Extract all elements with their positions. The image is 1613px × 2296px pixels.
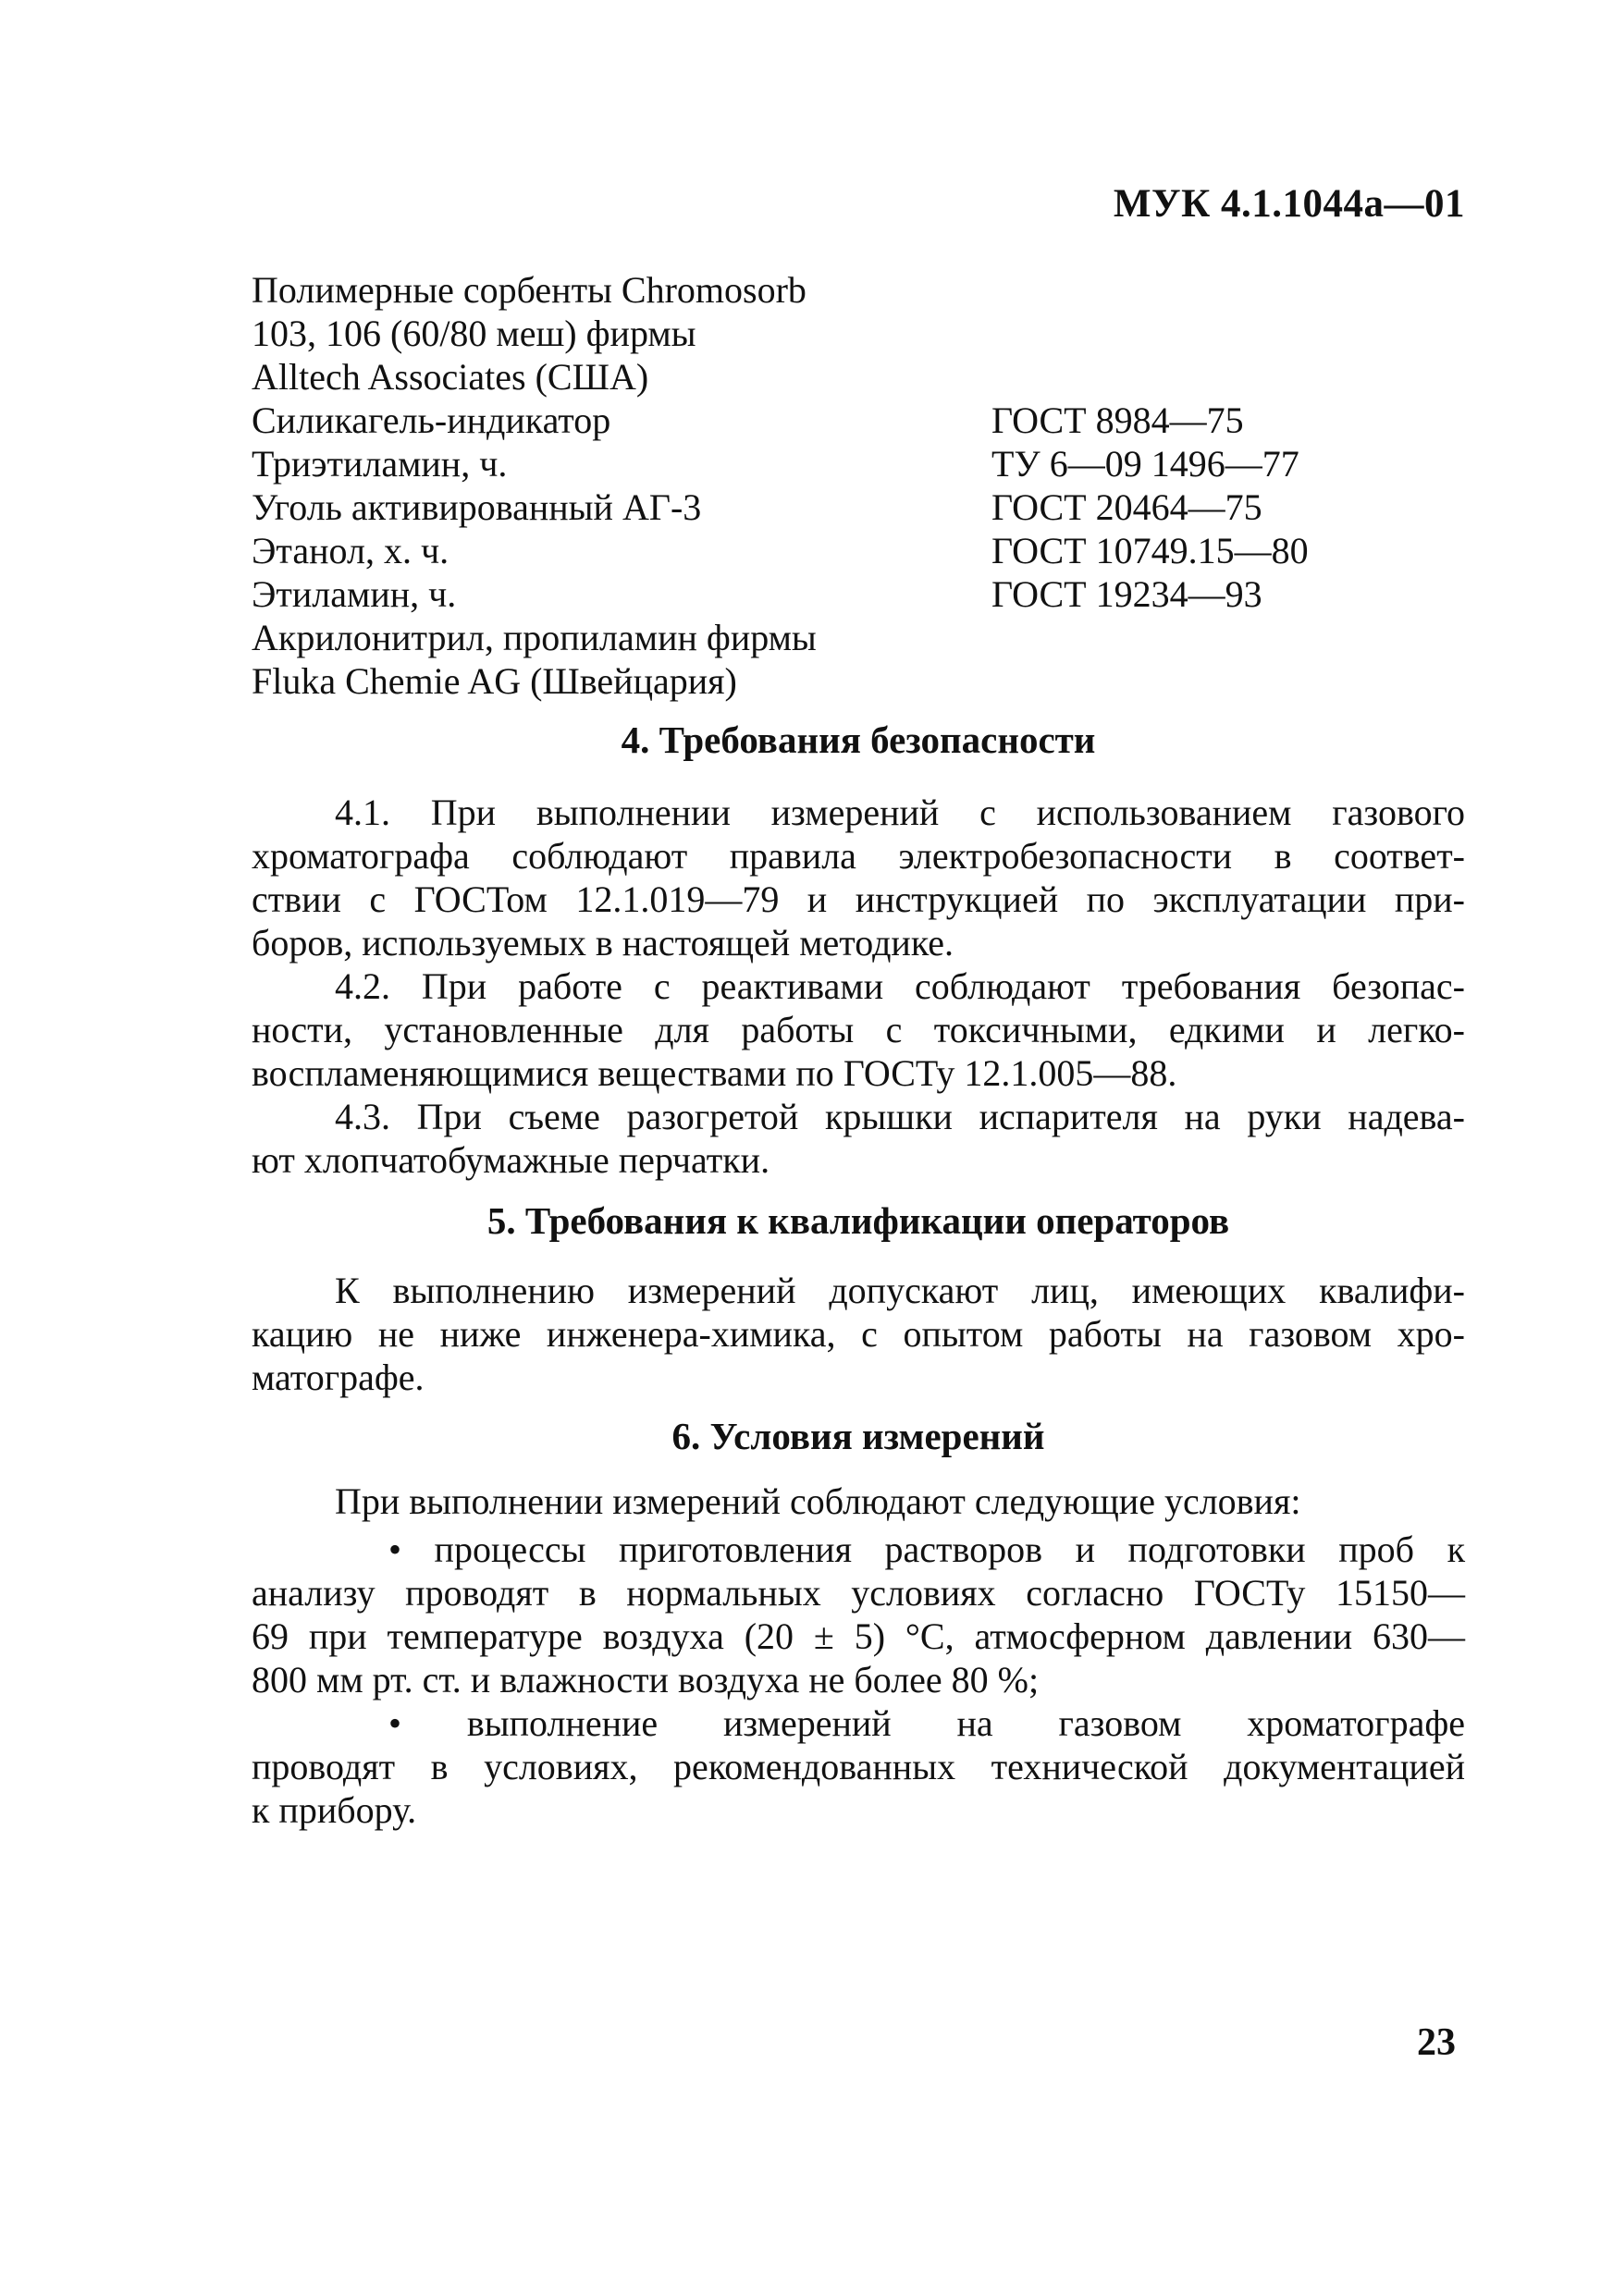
reagent-standard: ГОСТ 10749.15—80	[991, 530, 1309, 571]
reagent-name: Силикагель-индикатор	[252, 399, 611, 441]
reagents-list	[252, 268, 1454, 703]
reagent-name: Alltech Associates (США)	[252, 356, 649, 398]
paragraph-6-intro	[252, 1480, 1465, 1523]
paragraph-4-1	[252, 791, 1465, 964]
paragraph-line: При выполнении измерений соблюдают следующие условия:	[335, 1480, 1301, 1522]
reagent-name: Этанол, х. ч.	[252, 530, 449, 571]
reagent-row	[252, 355, 1454, 399]
reagent-standard	[991, 659, 1454, 703]
reagent-standard	[991, 616, 1454, 659]
reagent-name: Полимерные сорбенты Chromosorb	[252, 269, 806, 311]
paragraph-line: 69 при температуре воздуха (20 ± 5) °С, атмосферном давлении 630—	[252, 1615, 1465, 1657]
section-heading-qualification: 5. Требования к квалификации операторов	[486, 1199, 1230, 1242]
reagent-row	[252, 312, 1454, 355]
reagent-standard	[991, 312, 1454, 355]
reagent-standard	[991, 268, 1454, 312]
reagent-name: Этиламин, ч.	[252, 573, 457, 615]
paragraph-line: 4.1. При выполнении измерений с использованием газового	[335, 792, 1465, 833]
reagent-row	[252, 659, 1454, 703]
paragraph-line: 4.2. При работе с реактивами соблюдают требования безопас-	[335, 965, 1465, 1007]
bullet-item-2	[252, 1701, 1465, 1832]
paragraph-line: • выполнение измерений на газовом хроматографе	[388, 1702, 1465, 1744]
paragraph-line: воспламеняющимися веществами по ГОСТу 12.1.005—88.	[252, 1052, 1177, 1094]
paragraph-line: кацию не ниже инженера-химика, с опытом работы на газовом хро-	[252, 1313, 1465, 1355]
reagent-name: Акрилонитрил, пропиламин фирмы	[252, 617, 817, 658]
paragraph-line: К выполнению измерений допускают лиц, имеющих квалифи-	[335, 1270, 1465, 1311]
paragraph-5	[252, 1269, 1465, 1399]
reagent-name: Триэтиламин, ч.	[252, 443, 508, 485]
reagent-row	[252, 442, 1454, 485]
reagent-standard: ГОСТ 19234—93	[991, 573, 1262, 615]
reagent-row	[252, 572, 1454, 616]
paragraph-line: • процессы приготовления растворов и подготовки проб к	[388, 1529, 1465, 1570]
paragraph-line: ствии с ГОСТом 12.1.019—79 и инструкцией по эксплуатации при-	[252, 878, 1465, 920]
page-number: 23	[1417, 2021, 1456, 2064]
reagent-standard	[991, 355, 1454, 399]
reagent-row	[252, 399, 1454, 442]
paragraph-line: 800 мм рт. ст. и влажности воздуха не более 80 %;	[252, 1659, 1040, 1701]
reagent-row	[252, 529, 1454, 572]
paragraph-line: анализу проводят в нормальных условиях согласно ГОСТу 15150—	[252, 1572, 1465, 1614]
reagent-name: Fluka Chemie AG (Швейцария)	[252, 660, 737, 702]
reagent-row	[252, 485, 1454, 529]
reagent-row	[252, 268, 1454, 312]
paragraph-line: ности, установленные для работы с токсичными, едкими и легко-	[252, 1009, 1465, 1050]
reagent-name: 103, 106 (60/80 меш) фирмы	[252, 313, 696, 354]
paragraph-4-3	[252, 1095, 1465, 1182]
paragraph-line: боров, используемых в настоящей методике.	[252, 922, 954, 964]
paragraph-line: 4.3. При съеме разогретой крышки испарителя на руки надева-	[335, 1096, 1465, 1137]
reagent-standard: ГОСТ 8984—75	[991, 399, 1244, 441]
paragraph-line: матографе.	[252, 1357, 425, 1398]
paragraph-line: к прибору.	[252, 1789, 417, 1831]
paragraph-4-2	[252, 964, 1465, 1095]
reagent-row	[252, 616, 1454, 659]
section-heading-safety: 4. Требования безопасности	[621, 718, 1096, 761]
paragraph-line: ют хлопчатобумажные перчатки.	[252, 1139, 770, 1181]
paragraph-line: хроматографа соблюдают правила электробезопасности в соответ-	[252, 835, 1465, 877]
document-code: МУК 4.1.1044а—01	[1113, 182, 1465, 226]
bullet-item-1	[252, 1528, 1465, 1701]
reagent-standard: ГОСТ 20464—75	[991, 486, 1262, 528]
section-heading-conditions: 6. Условия измерений	[671, 1415, 1045, 1457]
reagent-name: Уголь активированный АГ-3	[252, 486, 702, 528]
reagent-standard: ТУ 6—09 1496—77	[991, 443, 1299, 485]
paragraph-line: проводят в условиях, рекомендованных технической документацией	[252, 1746, 1465, 1787]
